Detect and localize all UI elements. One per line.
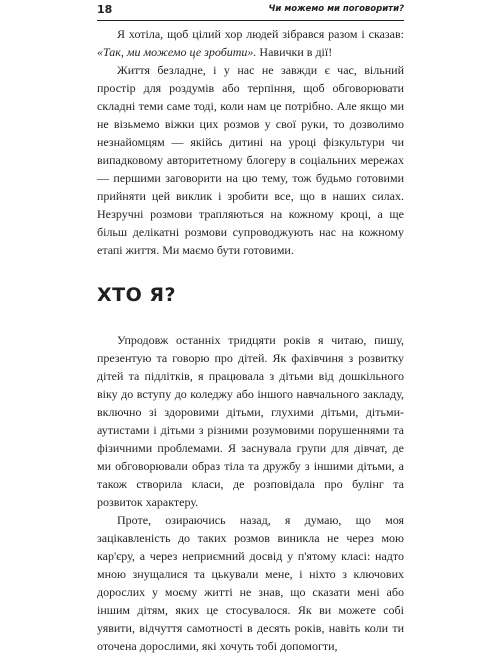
quote-emphasis: «Так, ми можемо це зробити». (97, 45, 257, 59)
paragraph: Проте, озираючись назад, я думаю, що моя зацікавленість до таких розмов виникла не через мою кар'єру, а через неприємний досвід у п'ятому класі: надто мною знущалися та цькували мене, і ніхто з ключових дорослих у моєму житті не знав, що сказати мені або іншим дітям, яких це стосувалося. Як ви можете собі уявити, відчуття самотності в десять років, навіть коли ти оточена дорослими, які хочуть тобі допомогти, (97, 513, 404, 653)
paragraph-text: Я хотіла, щоб цілий хор людей зібрався разом і сказав: (117, 27, 404, 41)
section-heading: ХТО Я? (97, 284, 177, 306)
page-number: 18 (97, 3, 113, 16)
paragraph: Упродовж останніх тридцяти років я читаю, пишу, презентую та говорю про дітей. Як фахівчиня з розвитку дітей та підлітків, я працювала з дітьми від дошкільного віку до вступу до коледжу або іншого навчального закладу, включно зі здоровими дітьми, глухими дітьми, дітьми-аутистами і дітьми з різними розумовими порушеннями та фізичними проблемами. Я заснувала групи для дівчат, де ми обговорювали образ тіла та дружбу з іншими дітьми, а також створила класи, де розповідала про булінг та розвиток характеру. (97, 333, 404, 509)
page-body (97, 25, 404, 655)
paragraph-text: Навички в дії! (256, 45, 333, 59)
paragraph: Життя безладне, і у нас не завжди є час, вільний простір для роздумів або терпіння, щоб обговорювати складні теми саме тоді, коли нам це потрібно. Але якщо ми не візьмемо віжки цих розмов у свої руки, то дозволимо незнайомцям — якійсь дитині на уроці фізкультури чи випадковому авторитетному блогеру в соціальних мережах — першими заговорити на цю тему, тож будьмо готовими прийняти цей виклик і зробити все, що в наших силах. Незручні розмови трапляються на кожному кроці, а ще більш делікатні розмови супроводжують нас на кожному етапі життя. Ми маємо бути готовими. (97, 63, 404, 257)
paragraph (97, 25, 404, 61)
running-title: Чи можемо ми поговорити? (268, 4, 404, 14)
page-header (97, 0, 404, 21)
